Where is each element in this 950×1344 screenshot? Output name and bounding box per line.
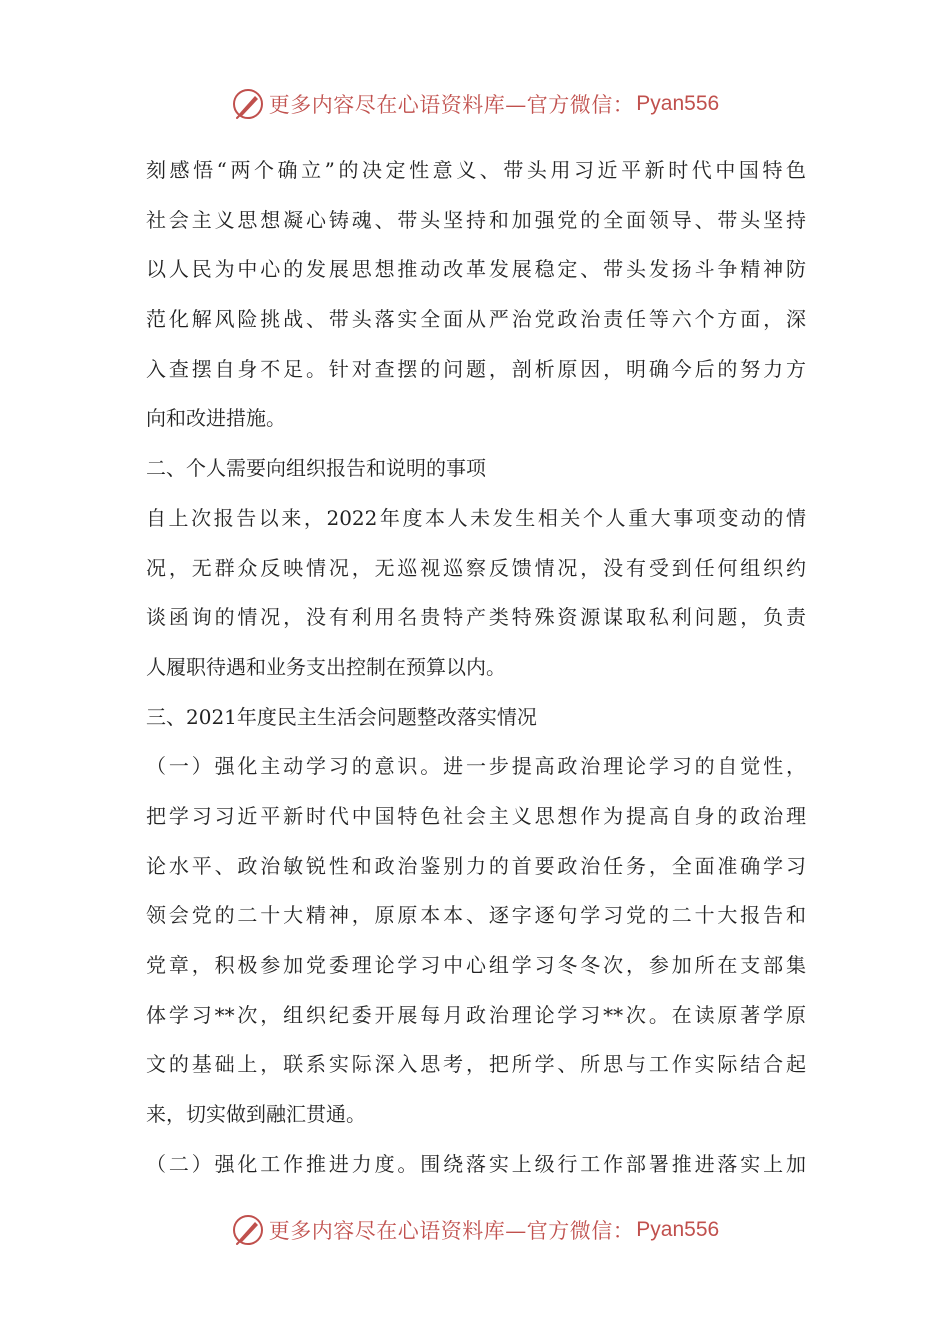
text-line: 向和改进措施。 bbox=[146, 406, 286, 431]
text-line: 刻感悟“两个确立”的决定性意义、带头用习近平新时代中国特色 bbox=[146, 158, 806, 182]
banner-text: 更多内容尽在心语资料库—官方微信： bbox=[268, 93, 635, 117]
quill-logo-icon bbox=[231, 1213, 265, 1247]
text-line: 人履职待遇和业务支出控制在预算以内。 bbox=[146, 654, 506, 679]
text-line: （一）强化主动学习的意识。进一步提高政治理论学习的自觉性， bbox=[146, 754, 806, 779]
text-line: 三、2021年度民主生活会问题整改落实情况 bbox=[146, 704, 537, 729]
banner-wechat-id: Pyan556 bbox=[636, 1218, 720, 1241]
text-line: 况，无群众反映情况，无巡视巡察反馈情况，没有受到任何组织约 bbox=[146, 555, 806, 580]
footer-banner bbox=[0, 1210, 950, 1250]
text-line: 把学习习近平新时代中国特色社会主义思想作为提高自身的政治理 bbox=[146, 803, 806, 828]
text-line: 范化解风险挑战、带头落实全面从严治党政治责任等六个方面，深 bbox=[146, 307, 806, 332]
text-line: 论水平、政治敏锐性和政治鉴别力的首要政治任务，全面准确学习 bbox=[146, 853, 806, 878]
text-line: 社会主义思想凝心铸魂、带头坚持和加强党的全面领导、带头坚持 bbox=[146, 207, 806, 232]
text-line: 以人民为中心的发展思想推动改革发展稳定、带头发扬斗争精神防 bbox=[146, 257, 806, 282]
header-banner bbox=[0, 84, 950, 124]
text-line: 党章，积极参加党委理论学习中心组学习冬冬次，参加所在支部集 bbox=[146, 953, 806, 977]
banner-text: 更多内容尽在心语资料库—官方微信： bbox=[268, 1219, 635, 1243]
text-line: 领会党的二十大精神，原原本本、逐字逐句学习党的二十大报告和 bbox=[146, 903, 806, 928]
text-line: 入查摆自身不足。针对查摆的问题，剖析原因，明确今后的努力方 bbox=[146, 356, 806, 381]
text-line: （二）强化工作推进力度。围绕落实上级行工作部署推进落实上加 bbox=[146, 1151, 806, 1176]
text-line: 体学习**次，组织纪委开展每月政治理论学习**次。在读原著学原 bbox=[146, 1002, 806, 1027]
text-line: 二、个人需要向组织报告和说明的事项 bbox=[146, 456, 486, 481]
banner-wechat-id: Pyan556 bbox=[636, 92, 720, 115]
text-line: 文的基础上，联系实际深入思考，把所学、所思与工作实际结合起 bbox=[146, 1052, 806, 1077]
text-line: 自上次报告以来，2022年度本人未发生相关个人重大事项变动的情 bbox=[146, 505, 806, 530]
quill-logo-icon bbox=[231, 87, 265, 121]
text-line: 谈函询的情况，没有利用名贵特产类特殊资源谋取私利问题，负责 bbox=[146, 605, 806, 630]
document-body bbox=[146, 146, 806, 1189]
text-line: 来，切实做到融汇贯通。 bbox=[146, 1102, 366, 1127]
